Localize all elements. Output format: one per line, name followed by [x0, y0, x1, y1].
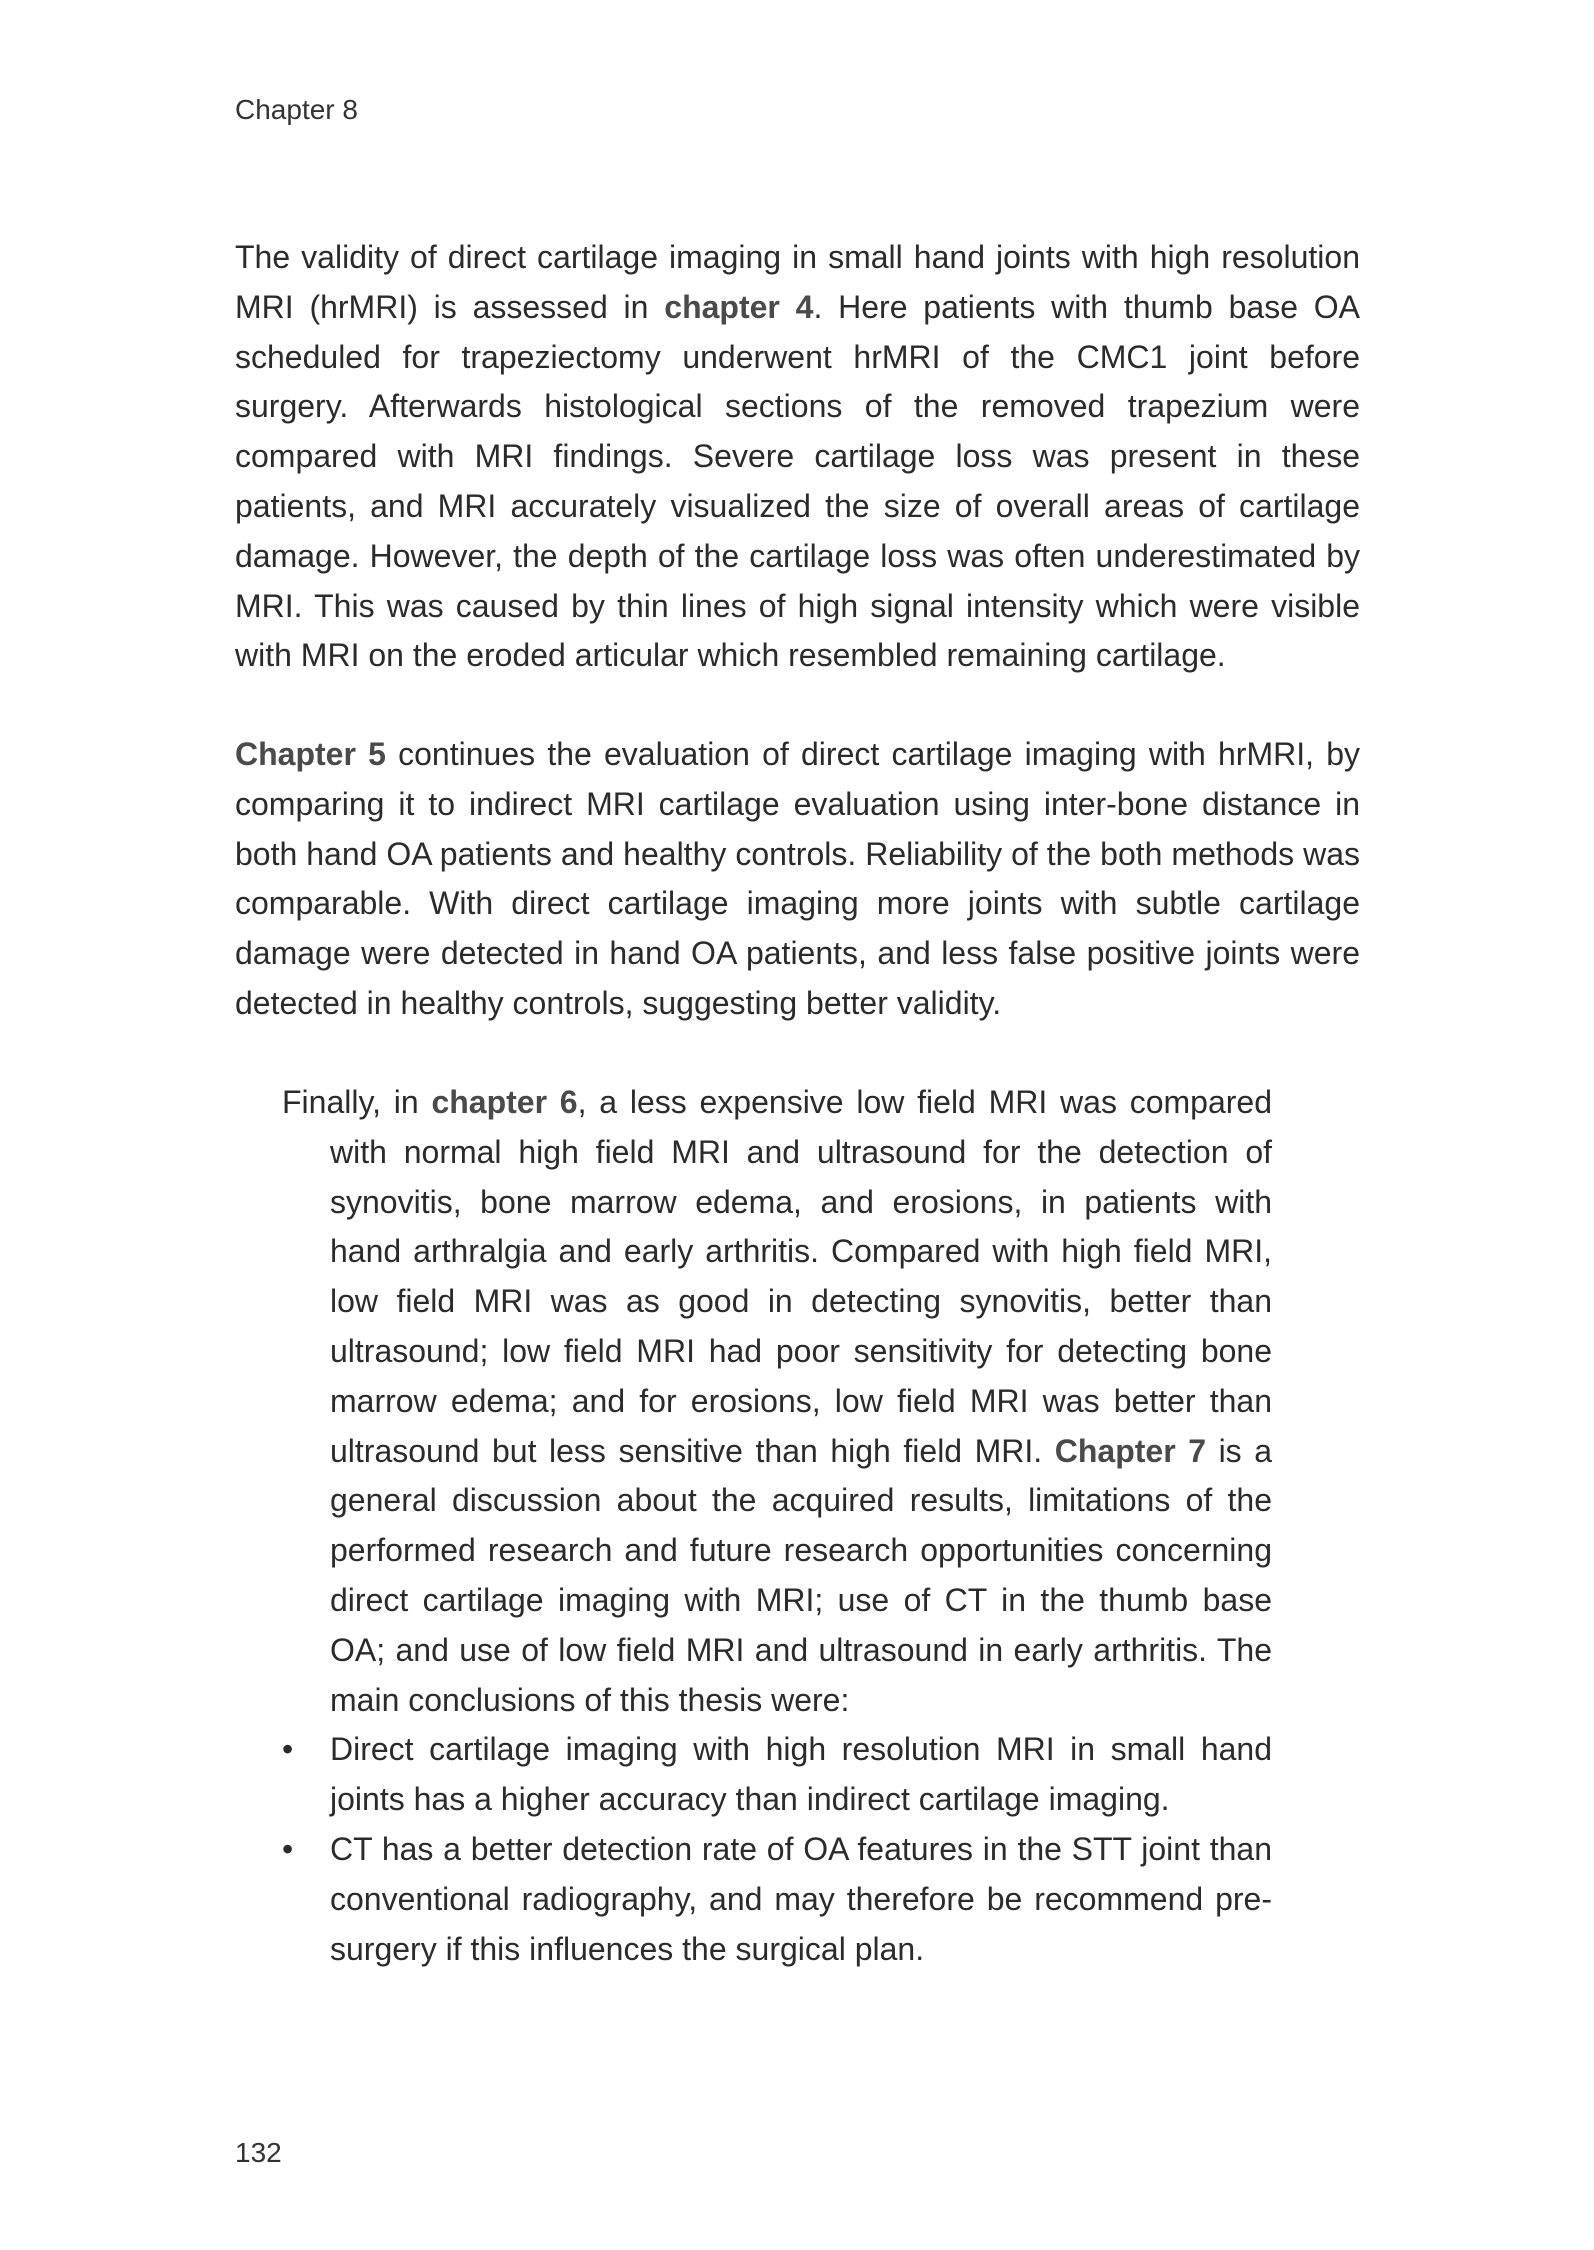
paragraph-text: is a general discussion about the acquired results, limitations of the performed research and future research opportunities concerning direct cartilage imaging with MRI; use of CT in the thumb base OA; and use of low field MRI and ultrasound in early arthritis. The main conclusions of this thesis were:	[330, 1432, 1273, 1718]
paragraph-text: , a less expensive low field MRI was compared with normal high field MRI and ultrasound for the detection of synovitis, bone marrow edema, and erosions, in patients with hand arthralgia and early arthritis. Compared with high field MRI, low field MRI was as good in detecting synovitis, better than ultrasound; low field MRI had poor sensitivity for detecting bone marrow edema; and for erosions, low field MRI was better than ultrasound but less sensitive than high field MRI.	[330, 1084, 1273, 1469]
body-paragraph-chapter-6-7	[282, 1078, 1272, 1725]
running-head: Chapter 8	[235, 94, 358, 125]
chapter-reference: Chapter 7	[1054, 1432, 1207, 1469]
list-item	[282, 1725, 1272, 1825]
conclusions-list	[282, 1725, 1272, 1974]
paragraph-text: . Here patients with thumb base OA scheduled for trapeziectomy underwent hrMRI of the CMC1 joint before surgery. Afterwards histological sections of the removed trapezium were compared with MRI findings. Severe cartilage loss was present in these patients, and MRI accurately visualized the size of overall areas of cartilage damage. However, the depth of the cartilage loss was often underestimated by MRI. This was caused by thin lines of high signal intensity which were visible with MRI on the eroded articular which resembled remaining cartilage.	[235, 288, 1361, 674]
bullet-icon: •	[282, 1830, 294, 1867]
paragraph-text: Finally, in	[282, 1084, 432, 1120]
page-number: 132	[235, 2137, 282, 2168]
chapter-reference: chapter 6	[431, 1084, 578, 1120]
chapter-reference: chapter 4	[664, 288, 814, 325]
paragraph-text: continues the evaluation of direct cartilage imaging with hrMRI, by comparing it to indirect MRI cartilage evaluation using inter-bone distance in both hand OA patients and healthy controls. Reliability of the both methods was comparable. With direct cartilage imaging more joints with subtle cartilage damage were detected in hand OA patients, and less false positive joints were detected in healthy controls, suggesting better validity.	[235, 736, 1361, 1021]
list-item-text: CT has a better detection rate of OA features in the STT joint than conventional radiography, and may therefore be recommend pre-surgery if this influences the surgical plan.	[330, 1830, 1272, 1967]
list-item	[282, 1825, 1272, 1974]
chapter-reference: Chapter 5	[235, 736, 386, 772]
body-paragraph-chapter-4	[235, 233, 1360, 681]
bullet-icon: •	[282, 1731, 294, 1768]
indented-section	[282, 1078, 1272, 1974]
paragraph-text: The validity of direct cartilage imaging in small hand joints with high resolution MRI (hrMRI) is assessed in	[235, 239, 1360, 325]
body-paragraph-chapter-5	[235, 730, 1360, 1029]
list-item-text: Direct cartilage imaging with high resolution MRI in small hand joints has a higher accuracy than indirect cartilage imaging.	[330, 1731, 1272, 1818]
